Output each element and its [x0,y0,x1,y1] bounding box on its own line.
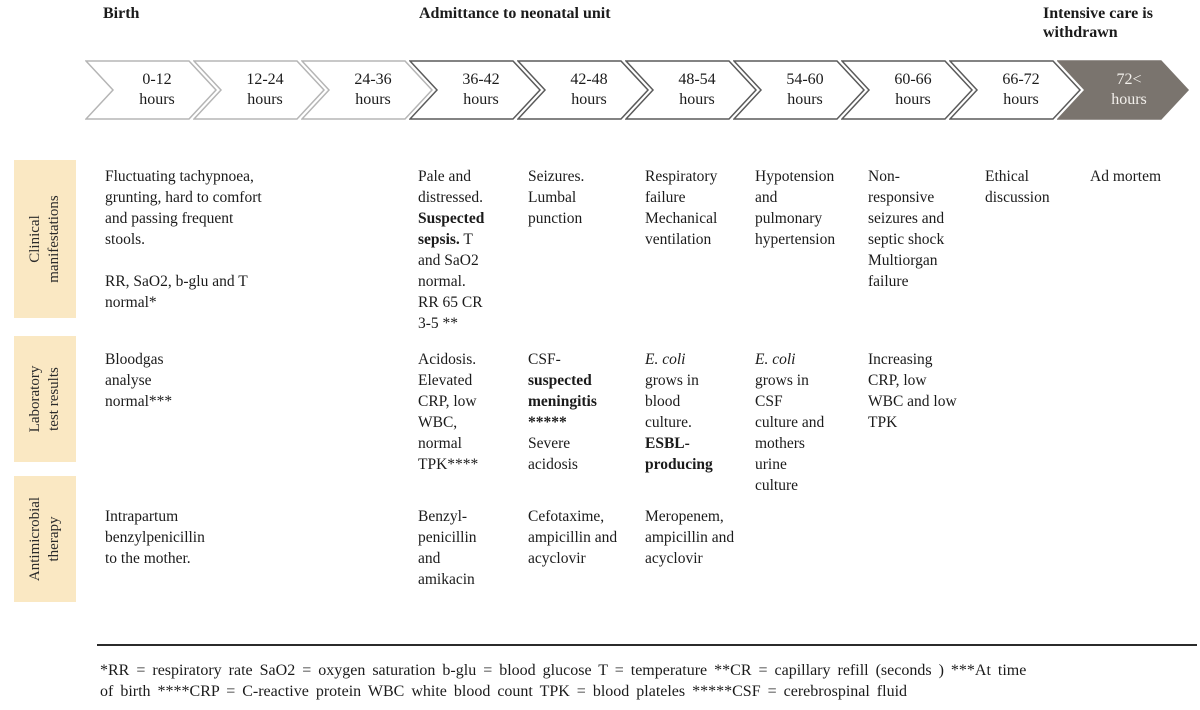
cell-clinical-42-48: Seizures. Lumbal punction [528,168,585,227]
cell-anti-48-54: Meropenem, ampicillin and acyclovir [645,508,735,567]
row-label-text: Laboratory [27,365,43,433]
row-label-clinical-manifestations [14,160,76,318]
chevron-range: 60-66 [894,71,932,88]
chevron-range: 72< [1116,71,1142,88]
cell-clinical-60-66: Non- responsive seizures and septic shock Multiorgan failure [868,168,945,290]
cell-anti-42-48: Cefotaxime, ampicillin and acyclovir [528,508,618,567]
row-label-text: Clinical [27,215,43,263]
cell-lab-48-54: E. coli grows in blood culture. ESBL- producing [645,351,713,473]
cell-lab-54-60: E. coli grows in CSF culture and mothers urine culture [755,351,825,494]
chevron-range: 42-48 [570,71,608,88]
milestone-intensive-care-withdrawn: Intensive care is withdrawn [1043,5,1153,41]
chevron-unit: hours [355,91,391,108]
row-label-text: manifestations [46,195,62,283]
footnote-line-2: of birth ****CRP = C-reactive protein WBC white blood count TPK = blood plateles *****CSF = cerebrospinal fluid [100,683,908,700]
milestone-admittance: Admittance to neonatal unit [419,5,611,22]
cell-clinical-0-36: Fluctuating tachypnoea, grunting, hard to comfort and passing frequent stools. RR, SaO2, b-glu and T normal* [105,168,262,311]
cell-clinical-54-60: Hypotension and pulmonary hypertension [755,168,836,248]
footnote-text [100,660,1198,702]
chevron-unit: hours [787,91,823,108]
chevron-range: 36-42 [462,71,500,88]
cell-anti-36-42: Benzyl- penicillin and amikacin [418,508,477,588]
chevron-range: 48-54 [678,71,716,88]
chevron-unit: hours [1111,91,1147,108]
chevron-unit: hours [679,91,715,108]
chevron-unit: hours [247,91,283,108]
cell-lab-0-36: Bloodgas analyse normal*** [105,351,173,410]
chevron-range: 12-24 [246,71,284,88]
timeline-chevrons [85,60,1195,120]
chevron-range: 54-60 [786,71,824,88]
cell-lab-42-48: CSF- suspected meningitis ***** Severe acidosis [528,351,597,473]
milestone-birth: Birth [103,5,140,22]
cell-clinical-66-72: Ethical discussion [985,168,1050,206]
chevron-unit: hours [139,91,175,108]
footnote-line-1: *RR = respiratory rate SaO2 = oxygen saturation b-glu = blood glucose T = temperature **CR = capillary refill (seconds ) ***At time [100,662,1027,679]
row-label-text: therapy [46,516,62,562]
row-label-antimicrobial-therapy [14,476,76,602]
cell-clinical-72-plus: Ad mortem [1090,168,1162,185]
timeline-chevron-72-plus [1057,60,1191,120]
row-label-text: test results [46,367,62,431]
cell-lab-60-66: Increasing CRP, low WBC and low TPK [868,351,957,431]
chevron-unit: hours [895,91,931,108]
chevron-unit: hours [463,91,499,108]
footnote-divider [97,644,1197,646]
cell-anti-0-36: Intrapartum benzylpenicillin to the mother. [105,508,205,567]
row-label-text: Antimicrobial [27,496,43,582]
chevron-range: 0-12 [142,71,172,88]
cell-clinical-36-42: Pale and distressed. Suspected sepsis. T and SaO2 normal. RR 65 CR 3-5 ** [418,168,485,332]
chevron-unit: hours [571,91,607,108]
chevron-range: 24-36 [354,71,392,88]
cell-lab-36-42: Acidosis. Elevated CRP, low WBC, normal TPK**** [418,351,479,473]
chevron-unit: hours [1003,91,1039,108]
chevron-range: 66-72 [1002,71,1040,88]
row-label-laboratory-test-results [14,336,76,462]
cell-clinical-48-54: Respiratory failure Mechanical ventilation [645,168,718,248]
